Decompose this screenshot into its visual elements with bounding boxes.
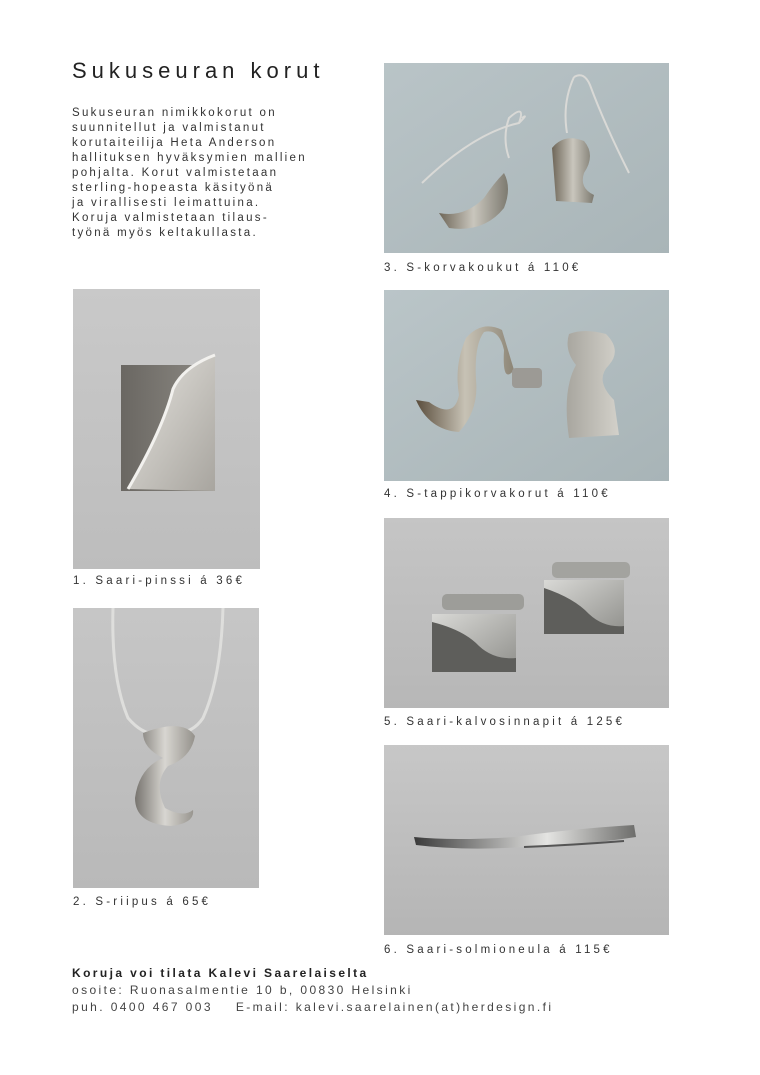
product-caption: 3. S-korvakoukut á 110€ (384, 262, 582, 274)
intro-line: ja virallisesti leimattuina. (72, 197, 261, 209)
intro-line: suunnitellut ja valmistanut (72, 122, 266, 134)
product-caption: 6. Saari-solmioneula á 115€ (384, 944, 613, 956)
contact-phone-email: puh. 0400 467 003 E-mail: kalevi.saarelainen(at)herdesign.fi (72, 1000, 554, 1014)
intro-line: korutaiteilija Heta Anderson (72, 137, 277, 149)
product-caption: 2. S-riipus á 65€ (73, 896, 212, 908)
intro-text (72, 106, 372, 241)
product-caption: 1. Saari-pinssi á 36€ (73, 575, 246, 587)
hook-earrings-photo (384, 63, 669, 253)
intro-line: Sukuseuran nimikkokorut on (72, 107, 277, 119)
contact-info (72, 965, 553, 1016)
intro-line: työnä myös keltakullasta. (72, 227, 258, 239)
intro-line: sterling-hopeasta käsityönä (72, 182, 275, 194)
intro-line: Koruja valmistetaan tilaus- (72, 212, 269, 224)
tie-pin-photo (384, 745, 669, 935)
intro-line: pohjalta. Korut valmistetaan (72, 167, 279, 179)
contact-address: osoite: Ruonasalmentie 10 b, 00830 Helsinki (72, 983, 413, 997)
pendant-photo (73, 608, 259, 888)
product-caption: 5. Saari-kalvosinnapit á 125€ (384, 716, 626, 728)
page-title: Sukuseuran korut (72, 58, 325, 83)
intro-line: hallituksen hyväksymien mallien (72, 152, 307, 164)
stud-earrings-photo (384, 290, 669, 481)
contact-heading: Koruja voi tilata Kalevi Saarelaiselta (72, 966, 369, 980)
product-caption: 4. S-tappikorvakorut á 110€ (384, 488, 611, 500)
pin-photo (73, 289, 260, 569)
cufflinks-photo (384, 518, 669, 708)
